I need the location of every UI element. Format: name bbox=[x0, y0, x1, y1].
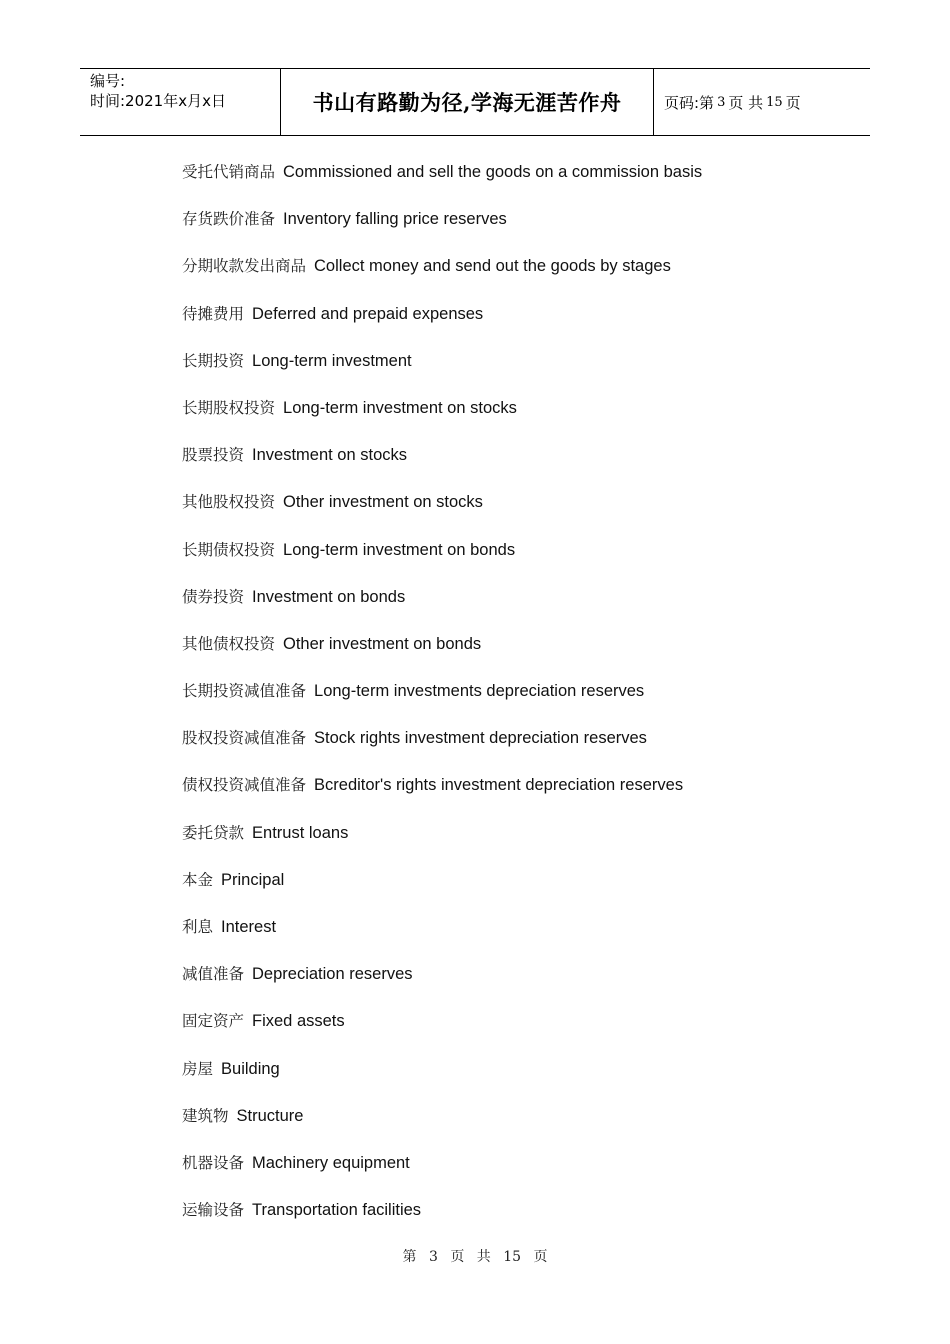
term-chinese: 委托贷款 bbox=[182, 823, 245, 842]
term-english: Commissioned and sell the goods on a commission basis bbox=[283, 163, 703, 181]
glossary-term bbox=[182, 252, 702, 299]
term-chinese: 长期投资 bbox=[182, 351, 245, 370]
term-chinese: 待摊费用 bbox=[182, 304, 245, 323]
glossary-term bbox=[182, 724, 702, 771]
glossary-term bbox=[182, 866, 702, 913]
glossary-term bbox=[182, 771, 702, 818]
glossary-term bbox=[182, 819, 702, 866]
glossary-term bbox=[182, 158, 702, 205]
term-chinese: 运输设备 bbox=[182, 1201, 245, 1220]
term-english: Depreciation reserves bbox=[252, 965, 413, 984]
term-chinese: 机器设备 bbox=[182, 1153, 245, 1172]
term-chinese: 长期股权投资 bbox=[182, 398, 276, 417]
term-english: Structure bbox=[236, 1106, 304, 1125]
term-chinese: 股权投资减值准备 bbox=[182, 729, 307, 748]
footer-suffix: 页 bbox=[533, 1249, 548, 1265]
glossary-term bbox=[182, 1055, 702, 1102]
header-page-prefix: 页码:第 bbox=[664, 93, 715, 112]
term-english: Long-term investment bbox=[252, 351, 412, 370]
term-english: Entrust loans bbox=[252, 823, 349, 842]
header-motto: 书山有路勤为径,学海无涯苦作舟 bbox=[312, 90, 622, 115]
glossary-term bbox=[182, 1196, 702, 1243]
term-english: Inventory falling price reserves bbox=[283, 210, 507, 229]
glossary-term bbox=[182, 300, 702, 347]
glossary-term bbox=[182, 394, 702, 441]
term-chinese: 长期债权投资 bbox=[182, 540, 276, 559]
term-english: Other investment on bonds bbox=[283, 634, 482, 653]
term-english: Transportation facilities bbox=[252, 1201, 422, 1220]
glossary-term bbox=[182, 441, 702, 488]
header-page-total: 15 bbox=[766, 94, 783, 110]
term-english: Interest bbox=[221, 918, 277, 936]
term-english: Principal bbox=[221, 870, 285, 889]
page-footer bbox=[0, 1246, 950, 1266]
term-chinese: 受托代销商品 bbox=[182, 163, 276, 181]
header-info-cell bbox=[80, 69, 281, 135]
term-chinese: 固定资产 bbox=[182, 1012, 245, 1031]
term-english: Long-term investment on bonds bbox=[283, 540, 516, 559]
footer-prefix: 第 bbox=[402, 1249, 417, 1265]
term-chinese: 其他债权投资 bbox=[182, 634, 276, 653]
glossary-term bbox=[182, 913, 702, 960]
term-english: Investment on bonds bbox=[252, 587, 406, 606]
term-chinese: 房屋 bbox=[182, 1059, 214, 1078]
term-english: Bcreditor's rights investment depreciation reserves bbox=[314, 776, 684, 795]
term-chinese: 债券投资 bbox=[182, 587, 245, 606]
glossary-term bbox=[182, 1149, 702, 1196]
glossary-term bbox=[182, 630, 702, 677]
page-header bbox=[80, 68, 870, 136]
glossary-term bbox=[182, 677, 702, 724]
glossary-term bbox=[182, 347, 702, 394]
term-english: Long-term investment on stocks bbox=[283, 398, 517, 417]
term-english: Fixed assets bbox=[252, 1012, 345, 1031]
term-chinese: 减值准备 bbox=[182, 965, 245, 984]
term-chinese: 存货跌价准备 bbox=[182, 210, 276, 229]
header-page-mid: 页 共 bbox=[728, 93, 764, 112]
term-chinese: 利息 bbox=[182, 918, 214, 936]
header-motto-cell bbox=[281, 69, 654, 135]
footer-mid-2: 共 bbox=[476, 1249, 491, 1265]
term-english: Long-term investments depreciation reserves bbox=[314, 682, 645, 701]
term-chinese: 长期投资减值准备 bbox=[182, 682, 307, 701]
glossary-list bbox=[182, 158, 702, 1243]
term-english: Stock rights investment depreciation reserves bbox=[314, 729, 647, 748]
term-chinese: 其他股权投资 bbox=[182, 493, 276, 512]
footer-total-pages: 15 bbox=[503, 1249, 522, 1265]
header-page-cell bbox=[654, 69, 870, 135]
footer-current-page: 3 bbox=[428, 1249, 438, 1265]
term-chinese: 债权投资减值准备 bbox=[182, 776, 307, 795]
glossary-term bbox=[182, 960, 702, 1007]
term-chinese: 建筑物 bbox=[182, 1106, 229, 1125]
term-english: Deferred and prepaid expenses bbox=[252, 304, 484, 323]
glossary-term bbox=[182, 488, 702, 535]
document-time-label: 时间:2021年x月x日 bbox=[90, 92, 226, 110]
document-number-label: 编号: bbox=[90, 72, 126, 90]
glossary-term bbox=[182, 1007, 702, 1054]
glossary-term bbox=[182, 1102, 702, 1149]
term-chinese: 分期收款发出商品 bbox=[182, 257, 307, 276]
glossary-term bbox=[182, 205, 702, 252]
term-chinese: 股票投资 bbox=[182, 446, 245, 465]
term-english: Machinery equipment bbox=[252, 1153, 410, 1172]
header-page-suffix: 页 bbox=[785, 93, 801, 112]
term-chinese: 本金 bbox=[182, 870, 214, 889]
glossary-term bbox=[182, 536, 702, 583]
term-english: Other investment on stocks bbox=[283, 493, 483, 512]
glossary-term bbox=[182, 583, 702, 630]
term-english: Investment on stocks bbox=[252, 446, 408, 465]
term-english: Building bbox=[221, 1059, 280, 1078]
header-page-current: 3 bbox=[717, 94, 726, 110]
term-english: Collect money and send out the goods by stages bbox=[314, 257, 671, 276]
footer-mid-1: 页 bbox=[450, 1249, 465, 1265]
